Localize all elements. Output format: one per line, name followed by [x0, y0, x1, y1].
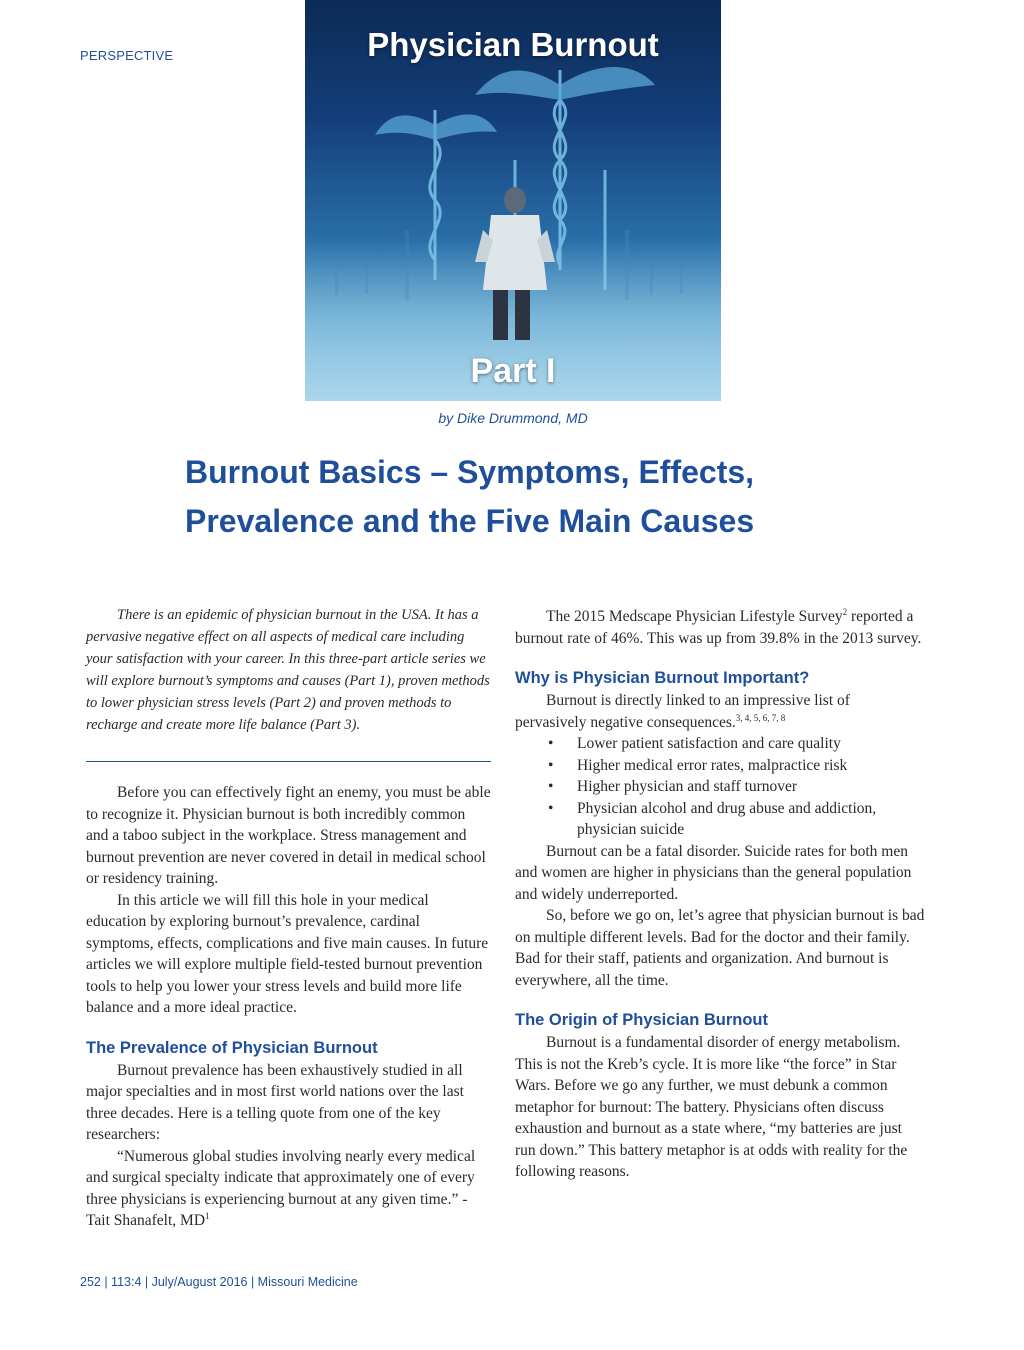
list-item [515, 776, 925, 798]
bullet-icon: • [548, 735, 554, 752]
section-label: PERSPECTIVE [80, 48, 174, 63]
headline-line-2: Prevalence and the Five Main Causes [185, 503, 755, 539]
bullet-icon: • [548, 756, 554, 774]
quote-text: “Numerous global studies involving nearly every medical and surgical specialty indicate that approximately one of every three physicians is experiencing burnout at any given time.” - Tait Shanafelt, MD [86, 1147, 476, 1229]
headline-line-1: Burnout Basics – Symptoms, Effects, [185, 454, 755, 490]
footnote-refs: 3, 4, 5, 6, 7, 8 [735, 712, 786, 723]
paragraph: Before you can effectively fight an enemy, you must be able to recognize it. Physician burnout is both incredibly common and a taboo subject in the workplace. Stress management and burnout prevention are never covered in detail in medical school or residency training. [86, 784, 491, 887]
list-item-text: Higher medical error rates, malpractice risk [577, 756, 848, 774]
heading-origin: The Origin of Physician Burnout [515, 1011, 769, 1029]
quote-paragraph [86, 1146, 491, 1232]
article-headline [185, 448, 885, 546]
paragraph: So, before we go on, let’s agree that physician burnout is bad on multiple different levels. Bad for the doctor and their family. Bad for their staff, patients and organization. And burnout is everywhere, all the time. [515, 907, 925, 989]
consequences-text: Burnout is directly linked to an impressive list of pervasively negative consequences. [515, 692, 850, 731]
paragraph [515, 606, 925, 649]
abstract: There is an epidemic of physician burnout in the USA. It has a pervasive negative effect on all aspects of medical care including your satisfaction with your career. In this three-part article series we will explore burnout’s symptoms and causes (Part 1), proven methods to lower physician stress levels (Part 2) and proven methods to recharge and create more life balance (Part 3). [86, 607, 490, 733]
page-footer: 252 | 113:4 | July/August 2016 | Missouri Medicine [80, 1275, 358, 1289]
paragraph: Burnout can be a fatal disorder. Suicide rates for both men and women are higher in physicians than the general population and widely underreported. [515, 842, 912, 903]
footnote-ref: 1 [205, 1210, 210, 1221]
paragraph: Burnout prevalence has been exhaustively studied in all major specialties and in most first world nations over the last three decades. Here is a telling quote from one of the key researchers: [86, 1061, 464, 1143]
list-item-text: Physician alcohol and drug abuse and addiction, physician suicide [577, 799, 877, 838]
heading-prevalence: The Prevalence of Physician Burnout [86, 1038, 378, 1057]
list-item-text: Higher physician and staff turnover [577, 778, 798, 795]
survey-text: The 2015 Medscape Physician Lifestyle Survey [546, 608, 843, 625]
right-column [515, 606, 925, 1183]
survey-text-cont: reported a burnout rate of 46%. This was up from 39.8% in the 2013 survey. [515, 608, 922, 647]
paragraph: Burnout is a fundamental disorder of energy metabolism. This is not the Kreb’s cycle. It is more like “the force” in Star Wars. Before we go any further, we must debunk a common metaphor for burnout: The battery. Physicians often discuss exhaustion and burnout as a state where, “my batteries are just run down.” This battery metaphor is at odds with reality for the following reasons. [515, 1034, 908, 1180]
list-item [515, 755, 925, 777]
paragraph [515, 690, 925, 733]
list-item [515, 798, 925, 841]
left-column [86, 604, 491, 1232]
heading-important: Why is Physician Burnout Important? [515, 669, 810, 687]
byline: by Dike Drummond, MD [438, 410, 588, 426]
hero-part-label: Part I [470, 352, 556, 390]
list-item [515, 733, 925, 755]
hero-image [305, 0, 721, 401]
paragraph: In this article we will fill this hole in your medical education by exploring burnout’s prevalence, cardinal symptoms, effects, complications and five main causes. In future articles we will explore multiple field-tested burnout prevention tools to help you lower your stress levels and build more life balance and a more ideal practice. [86, 891, 489, 1016]
hero-title: Physician Burnout [367, 26, 659, 63]
footnote-ref: 2 [842, 606, 848, 617]
abstract-divider [86, 761, 491, 762]
consequence-list [515, 733, 925, 841]
list-item-text: Lower patient satisfaction and care quality [577, 735, 841, 752]
bullet-icon: • [548, 778, 554, 795]
bullet-icon: • [548, 799, 554, 817]
